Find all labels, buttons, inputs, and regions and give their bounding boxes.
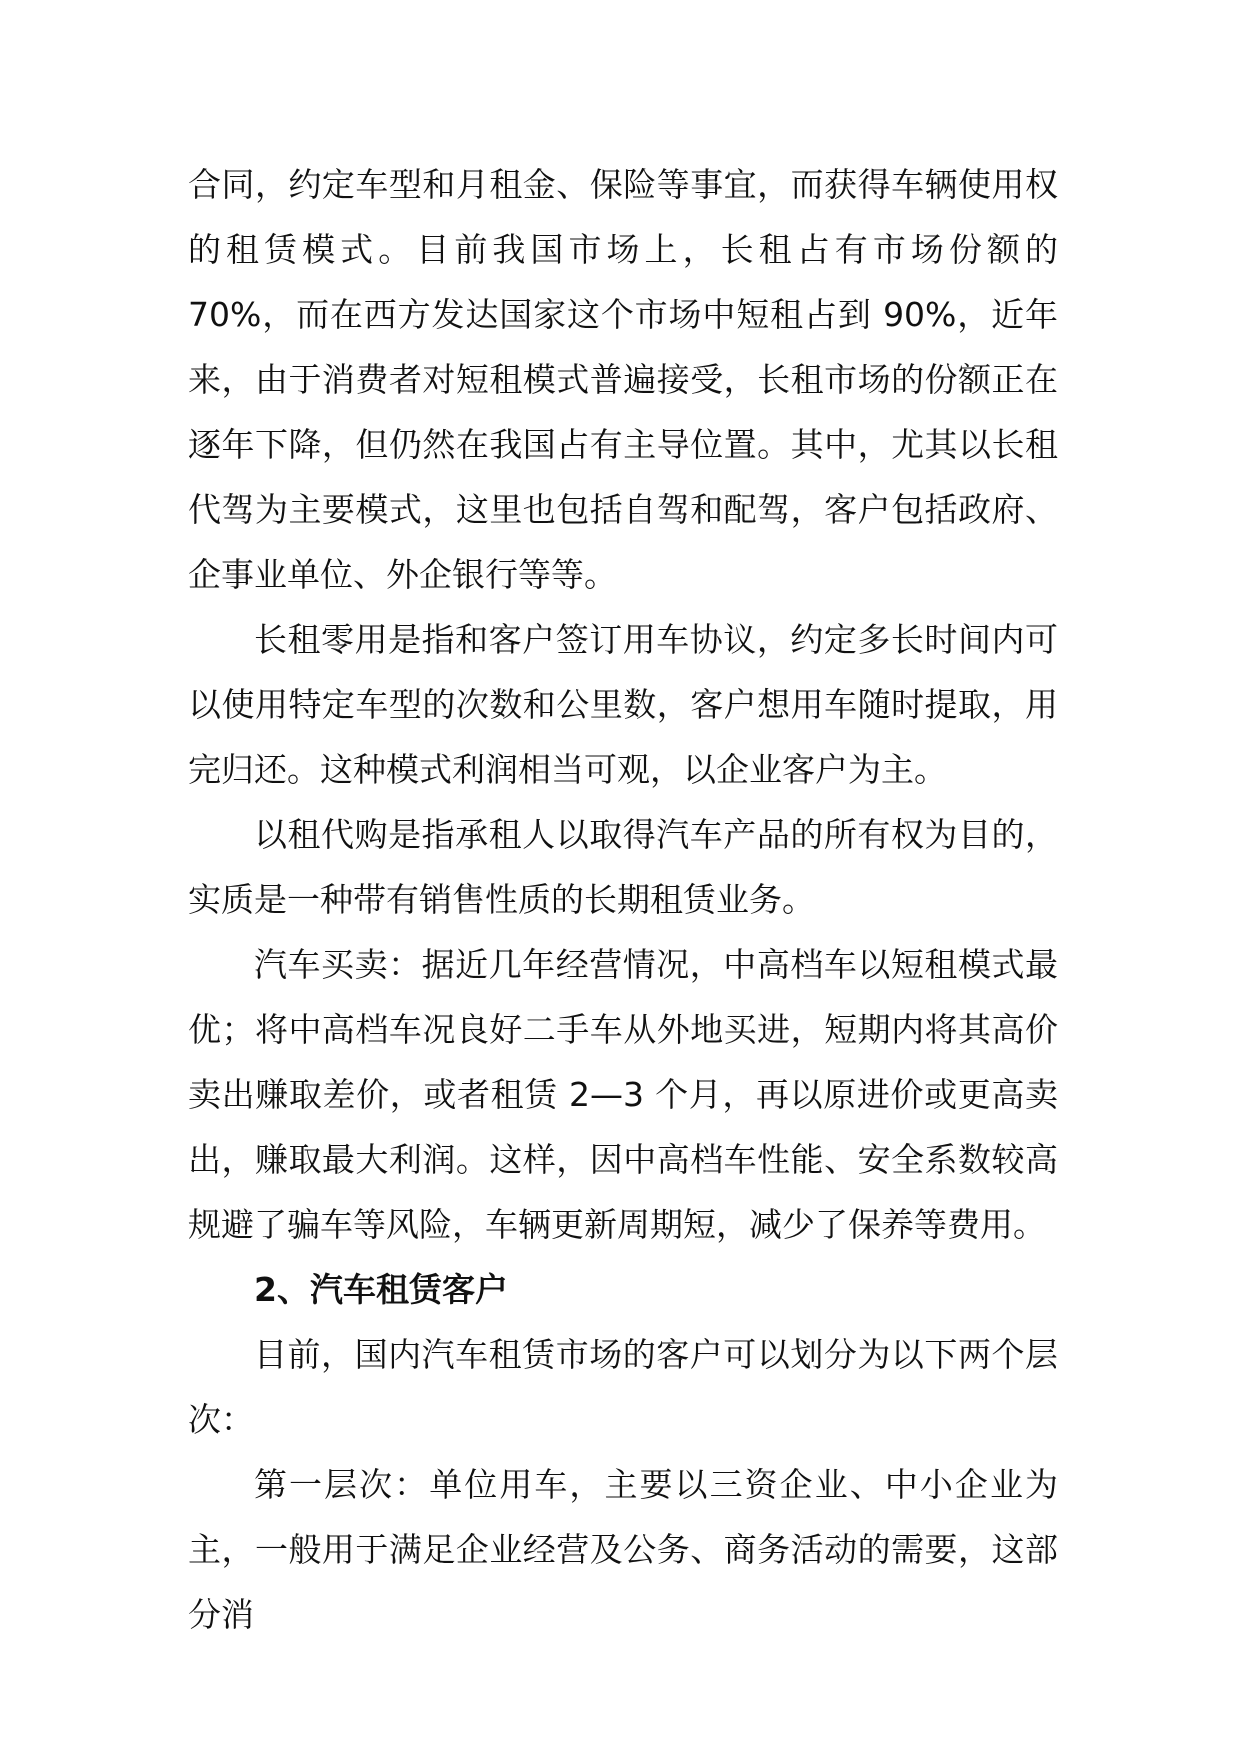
paragraph-first-level-customers: 第一层次：单位用车，主要以三资企业、中小企业为主，一般用于满足企业经营及公务、商务活动的需要，这部分消 bbox=[188, 1465, 1058, 1634]
paragraph-car-trading: 汽车买卖：据近几年经营情况，中高档车以短租模式最优；将中高档车况良好二手车从外地买进，短期内将其高价卖出赚取差价，或者租赁 2—3 个月，再以原进价或更高卖出，赚取最大利润。这样，因中高档车性能、安全系数较高规避了骗车等风险，车辆更新周期短，减少了保养等费用。 bbox=[188, 945, 1058, 1244]
document-body bbox=[188, 152, 1058, 1647]
section-heading-rental-customers: 2、汽车租赁客户 bbox=[254, 1270, 508, 1309]
paragraph-customer-levels-intro: 目前，国内汽车租赁市场的客户可以划分为以下两个层次： bbox=[188, 1335, 1058, 1439]
paragraph-long-term-occasional-use: 长租零用是指和客户签订用车协议，约定多长时间内可以使用特定车型的次数和公里数，客户想用车随时提取，用完归还。这种模式利润相当可观，以企业客户为主。 bbox=[188, 620, 1058, 789]
paragraph-lease-to-own: 以租代购是指承租人以取得汽车产品的所有权为目的，实质是一种带有销售性质的长期租赁业务。 bbox=[188, 815, 1058, 919]
paragraph-long-term-rental-model: 合同，约定车型和月租金、保险等事宜，而获得车辆使用权的租赁模式。目前我国市场上，长租占有市场份额的 70%，而在西方发达国家这个市场中短租占到 90%，近年来，由于消费者对短租模式普遍接受，长租市场的份额正在逐年下降，但仍然在我国占有主导位置。其中，尤其以长租代驾为主要模式，这里也包括自驾和配驾，客户包括政府、企事业单位、外企银行等等。 bbox=[188, 165, 1058, 594]
